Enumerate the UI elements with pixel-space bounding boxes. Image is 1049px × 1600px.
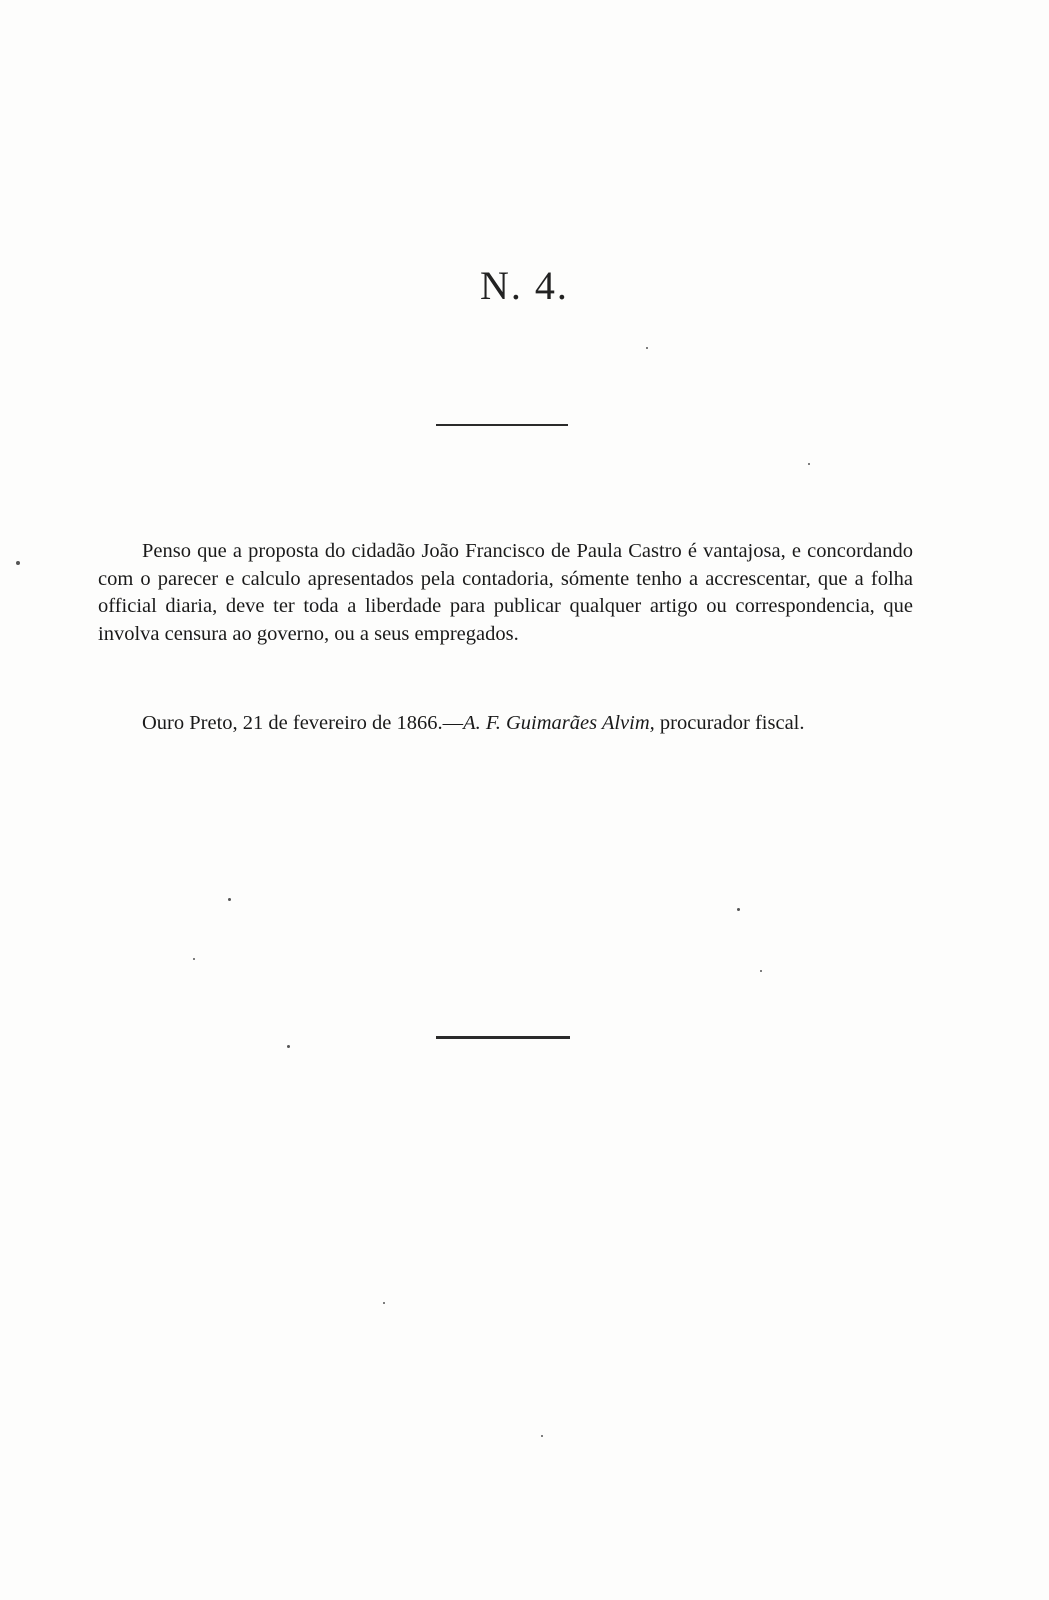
scan-speck (228, 898, 231, 901)
opinion-paragraph: Penso que a proposta do cidadão João Francisco de Paula Castro é vantajosa, e concordando com o parecer e calculo apresentados pela contadoria, sómente tenho a accrescentar, que a folha official diaria, deve ter toda a liberdade para publicar qualquer artigo ou correspondencia, que involva censura ao governo, ou a seus empregados. (98, 540, 913, 645)
scan-speck (287, 1045, 290, 1048)
signer-name: A. F. Guimarães Alvim, (463, 712, 655, 734)
signoff-paragraph (98, 710, 913, 738)
scan-speck (808, 463, 810, 465)
scan-speck (16, 561, 20, 565)
place-date: Ouro Preto, 21 de fevereiro de 1866.— (142, 712, 464, 734)
scan-speck (737, 908, 740, 911)
signer-role: procurador fiscal. (654, 712, 805, 734)
scan-speck (646, 347, 648, 349)
document-number-heading: N. 4. (480, 263, 569, 308)
scan-speck (383, 1302, 385, 1304)
top-divider-rule (436, 424, 568, 426)
scan-speck (541, 1435, 543, 1437)
scan-speck (760, 970, 762, 972)
bottom-divider-rule (436, 1036, 570, 1039)
scan-speck (193, 958, 195, 960)
